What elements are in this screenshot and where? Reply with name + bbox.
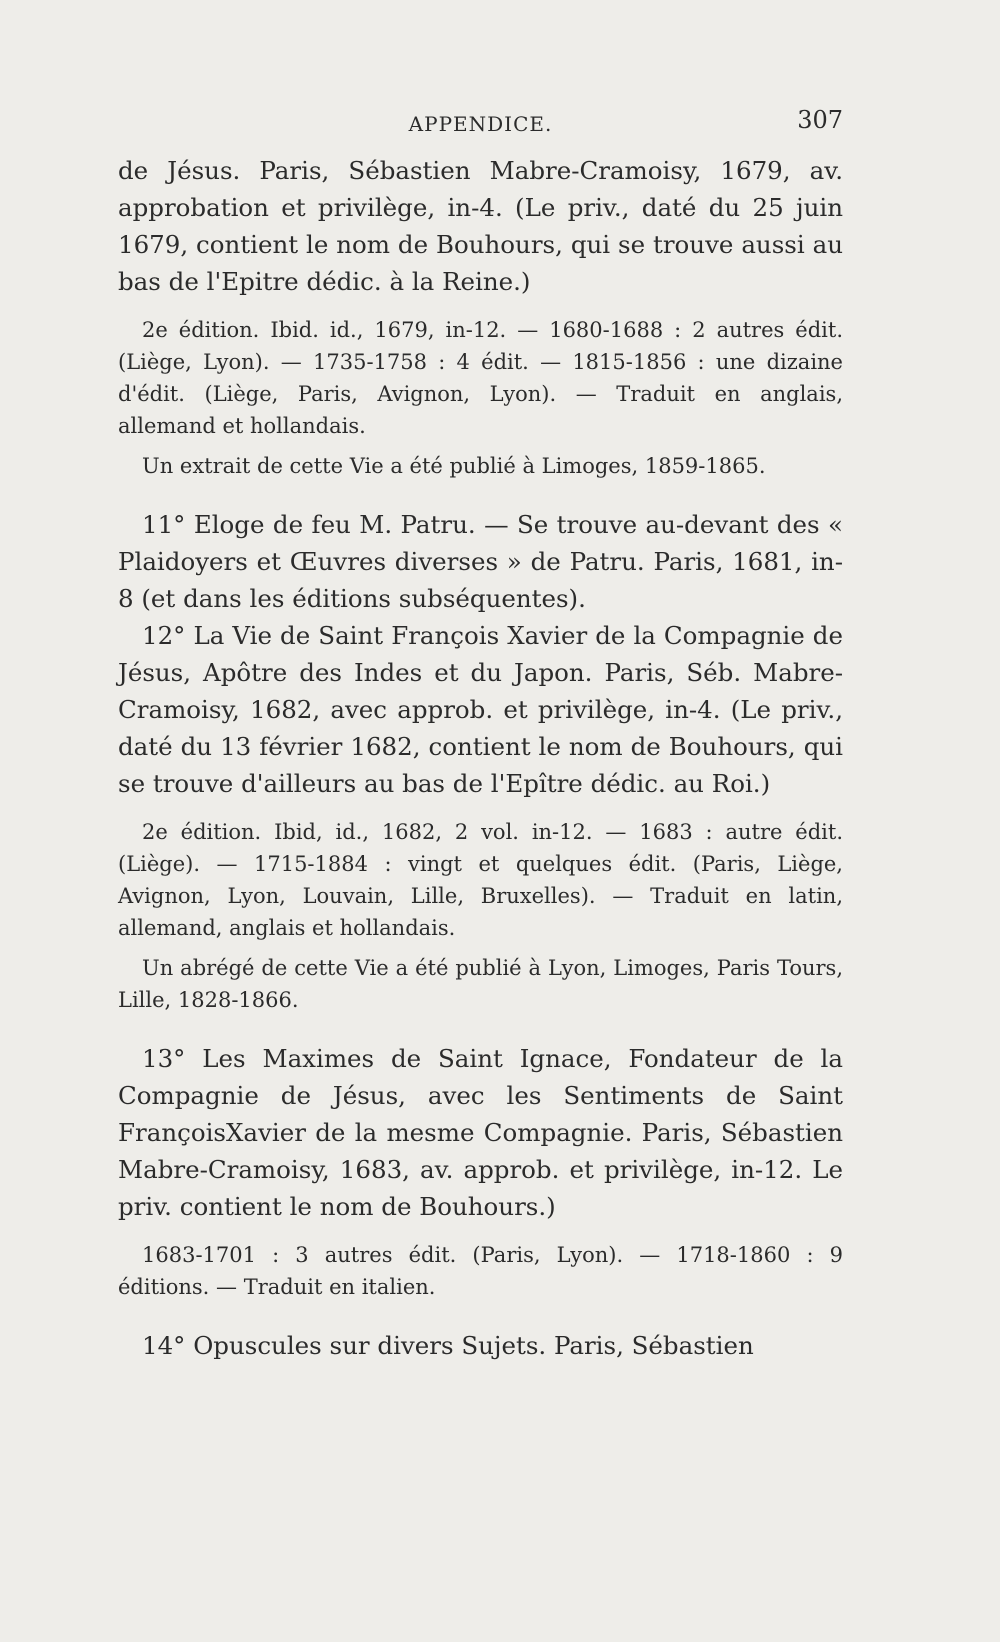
running-head-title: APPENDICE. <box>408 112 553 136</box>
paragraph-continuation: de Jésus. Paris, Sébastien Mabre-Cramoisy, 1679, av. approbation et privilège, in-4. (Le priv., daté du 25 juin 1679, contient le nom de Bouhours, qui se trouve aussi au bas de l'Epitre dédic. à la Reine.) <box>118 156 843 296</box>
paragraph-abridgement-note: Un abrégé de cette Vie a été publié à Lyon, Limoges, Paris Tours, Lille, 1828-1866. <box>118 956 843 1012</box>
paragraph-editions: 2e édition. Ibid. id., 1679, in-12. — 1680-1688 : 2 autres édit. (Liège, Lyon). — 1735-1758 : 4 édit. — 1815-1856 : une dizaine d'édit. (Liège, Paris, Avignon, Lyon). — Traduit en anglais, allemand et hollandais. <box>118 318 843 438</box>
page-number: 307 <box>797 106 843 134</box>
paragraph-entry-11: 11° Eloge de feu M. Patru. — Se trouve au-devant des « Plaidoyers et Œuvres diverses » de Patru. Paris, 1681, in-8 (et dans les éditions subséquentes). <box>118 510 843 613</box>
paragraph-entry-14: 14° Opuscules sur divers Sujets. Paris, Sébastien <box>142 1331 754 1360</box>
paragraph-extract-note: Un extrait de cette Vie a été publié à Limoges, 1859-1865. <box>142 454 766 478</box>
paragraph-editions: 2e édition. Ibid, id., 1682, 2 vol. in-12. — 1683 : autre édit. (Liège). — 1715-1884 : vingt et quelques édit. (Paris, Liège, Avignon, Lyon, Louvain, Lille, Bruxelles). — Traduit en latin, allemand, anglais et hollandais. <box>118 820 843 940</box>
running-head <box>118 106 843 142</box>
paragraph-editions: 1683-1701 : 3 autres édit. (Paris, Lyon). — 1718-1860 : 9 éditions. — Traduit en italien. <box>118 1243 843 1299</box>
paragraph-entry-13: 13° Les Maximes de Saint Ignace, Fondateur de la Compagnie de Jésus, avec les Sentiments de Saint FrançoisXavier de la mesme Compagnie. Paris, Sébastien Mabre-Cramoisy, 1683, av. approb. et privilège, in-12. Le priv. contient le nom de Bouhours.) <box>118 1044 843 1221</box>
paragraph-entry-12: 12° La Vie de Saint François Xavier de la Compagnie de Jésus, Apôtre des Indes et du Japon. Paris, Séb. Mabre-Cramoisy, 1682, avec approb. et privilège, in-4. (Le priv., daté du 13 février 1682, contient le nom de Bouhours, qui se trouve d'ailleurs au bas de l'Epître dédic. au Roi.) <box>118 621 843 798</box>
body-text <box>118 152 843 1364</box>
